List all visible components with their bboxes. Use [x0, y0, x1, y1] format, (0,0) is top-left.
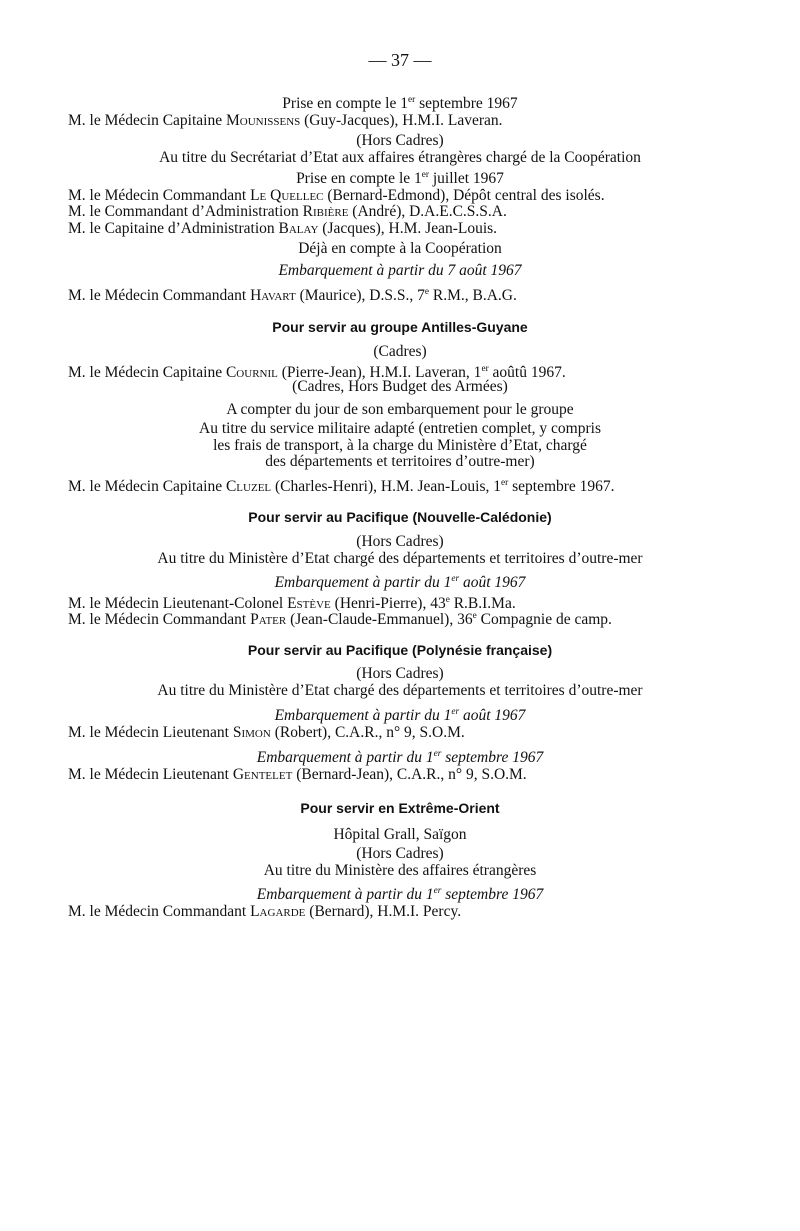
line-ministere-1: Au titre du Ministère d’Etat chargé des départements et territoires d’outre-mer — [157, 550, 643, 567]
person-surname: Cournil — [225, 364, 278, 382]
line-cadres-hors-budget: (Cadres, Hors Budget des Armées) — [292, 378, 508, 395]
line-entry-lagarde: M. le Médecin Commandant Lagarde (Bernard), H.M.I. Percy. — [68, 903, 462, 920]
line-service-militaire-2: les frais de transport, à la charge du Ministère d’Etat, chargé — [213, 437, 587, 454]
person-surname: Balay — [278, 220, 319, 237]
person-surname: Ribière — [302, 203, 349, 220]
person-surname: Lagarde — [250, 903, 306, 920]
line-entry-havart: M. le Médecin Commandant Havart (Maurice), D.S.S., 7e R.M., B.A.G. — [68, 287, 517, 305]
line-entry-cluzel: M. le Médecin Capitaine Cluzel (Charles-Henri), H.M. Jean-Louis, 1er septembre 1967. — [68, 478, 615, 496]
line-entry-esteve: M. le Médecin Lieutenant-Colonel Estève (Henri-Pierre), 43e R.B.I.Ma. — [68, 595, 516, 613]
person-surname: Estève — [287, 595, 331, 613]
line-embarquement-1: Embarquement à partir du 7 août 1967 — [278, 262, 522, 279]
line-entry-simon: M. le Médecin Lieutenant Simon (Robert), C.A.R., n° 9, S.O.M. — [68, 724, 465, 741]
line-entry-balay: M. le Capitaine d’Administration Balay (Jacques), H.M. Jean-Louis. — [68, 220, 498, 237]
line-entry-pater: M. le Médecin Commandant Pater (Jean-Claude-Emmanuel), 36e Compagnie de camp. — [68, 611, 612, 629]
section-heading-nouvelle-caledonie: Pour servir au Pacifique (Nouvelle-Calédonie) — [248, 509, 552, 525]
line-hors-cadres-2: (Hors Cadres) — [356, 533, 444, 550]
line-entry-cournil: M. le Médecin Capitaine Cournil (Pierre-Jean), H.M.I. Laveran, 1er aoûtû 1967. — [68, 364, 566, 382]
line-deja-en-compte: Déjà en compte à la Coopération — [298, 240, 502, 257]
person-surname: Cluzel — [225, 478, 272, 496]
line-hors-cadres-4: (Hors Cadres) — [356, 845, 444, 862]
line-ministere-affaires: Au titre du Ministère des affaires étrangères — [263, 862, 537, 879]
section-heading-polynesie: Pour servir au Pacifique (Polynésie française) — [247, 642, 553, 658]
section-heading-extreme-orient: Pour servir en Extrême-Orient — [300, 800, 500, 816]
line-embarquement-3: Embarquement à partir du 1er août 1967 — [274, 707, 526, 725]
page-number: — 37 — — [368, 50, 432, 70]
person-surname: Havart — [250, 287, 296, 305]
line-prise-en-compte-1: Prise en compte le 1er septembre 1967 — [282, 95, 518, 113]
line-hors-cadres-1: (Hors Cadres) — [356, 132, 444, 149]
line-entry-gentelet: M. le Médecin Lieutenant Gentelet (Bernard-Jean), C.A.R., n° 9, S.O.M. — [68, 766, 527, 783]
line-hors-cadres-3: (Hors Cadres) — [356, 665, 444, 682]
line-entry-le-quellec: M. le Médecin Commandant Le Quellec (Bernard-Edmond), Dépôt central des isolés. — [68, 187, 605, 204]
line-service-militaire-1: Au titre du service militaire adapté (entretien complet, y compris — [199, 420, 601, 437]
line-service-militaire-3: des départements et territoires d’outre-mer) — [265, 453, 535, 470]
line-entry-ribiere: M. le Commandant d’Administration Ribière (André), D.A.E.C.S.S.A. — [68, 203, 507, 220]
person-surname: Pater — [250, 611, 287, 629]
line-embarquement-2: Embarquement à partir du 1er août 1967 — [274, 574, 526, 592]
line-cadres: (Cadres) — [373, 343, 427, 360]
line-embarquement-4: Embarquement à partir du 1er septembre 1967 — [256, 749, 544, 767]
line-hopital-grall: Hôpital Grall, Saïgon — [333, 826, 467, 843]
person-surname: Le Quellec — [250, 187, 324, 204]
line-secretariat: Au titre du Secrétariat d’Etat aux affaires étrangères chargé de la Coopération — [159, 149, 641, 166]
line-entry-mounissens: M. le Médecin Capitaine Mounissens (Guy-Jacques), H.M.I. Laveran. — [68, 112, 503, 129]
line-a-compter: A compter du jour de son embarquement pour le groupe — [226, 401, 574, 418]
line-embarquement-5: Embarquement à partir du 1er septembre 1967 — [256, 886, 544, 904]
line-ministere-2: Au titre du Ministère d’Etat chargé des départements et territoires d’outre-mer — [157, 682, 643, 699]
line-prise-en-compte-2: Prise en compte le 1er juillet 1967 — [296, 170, 504, 188]
section-heading-antilles-guyane: Pour servir au groupe Antilles-Guyane — [272, 319, 528, 335]
person-surname: Simon — [232, 724, 271, 741]
person-surname: Mounissens — [225, 112, 301, 129]
person-surname: Gentelet — [232, 766, 293, 783]
